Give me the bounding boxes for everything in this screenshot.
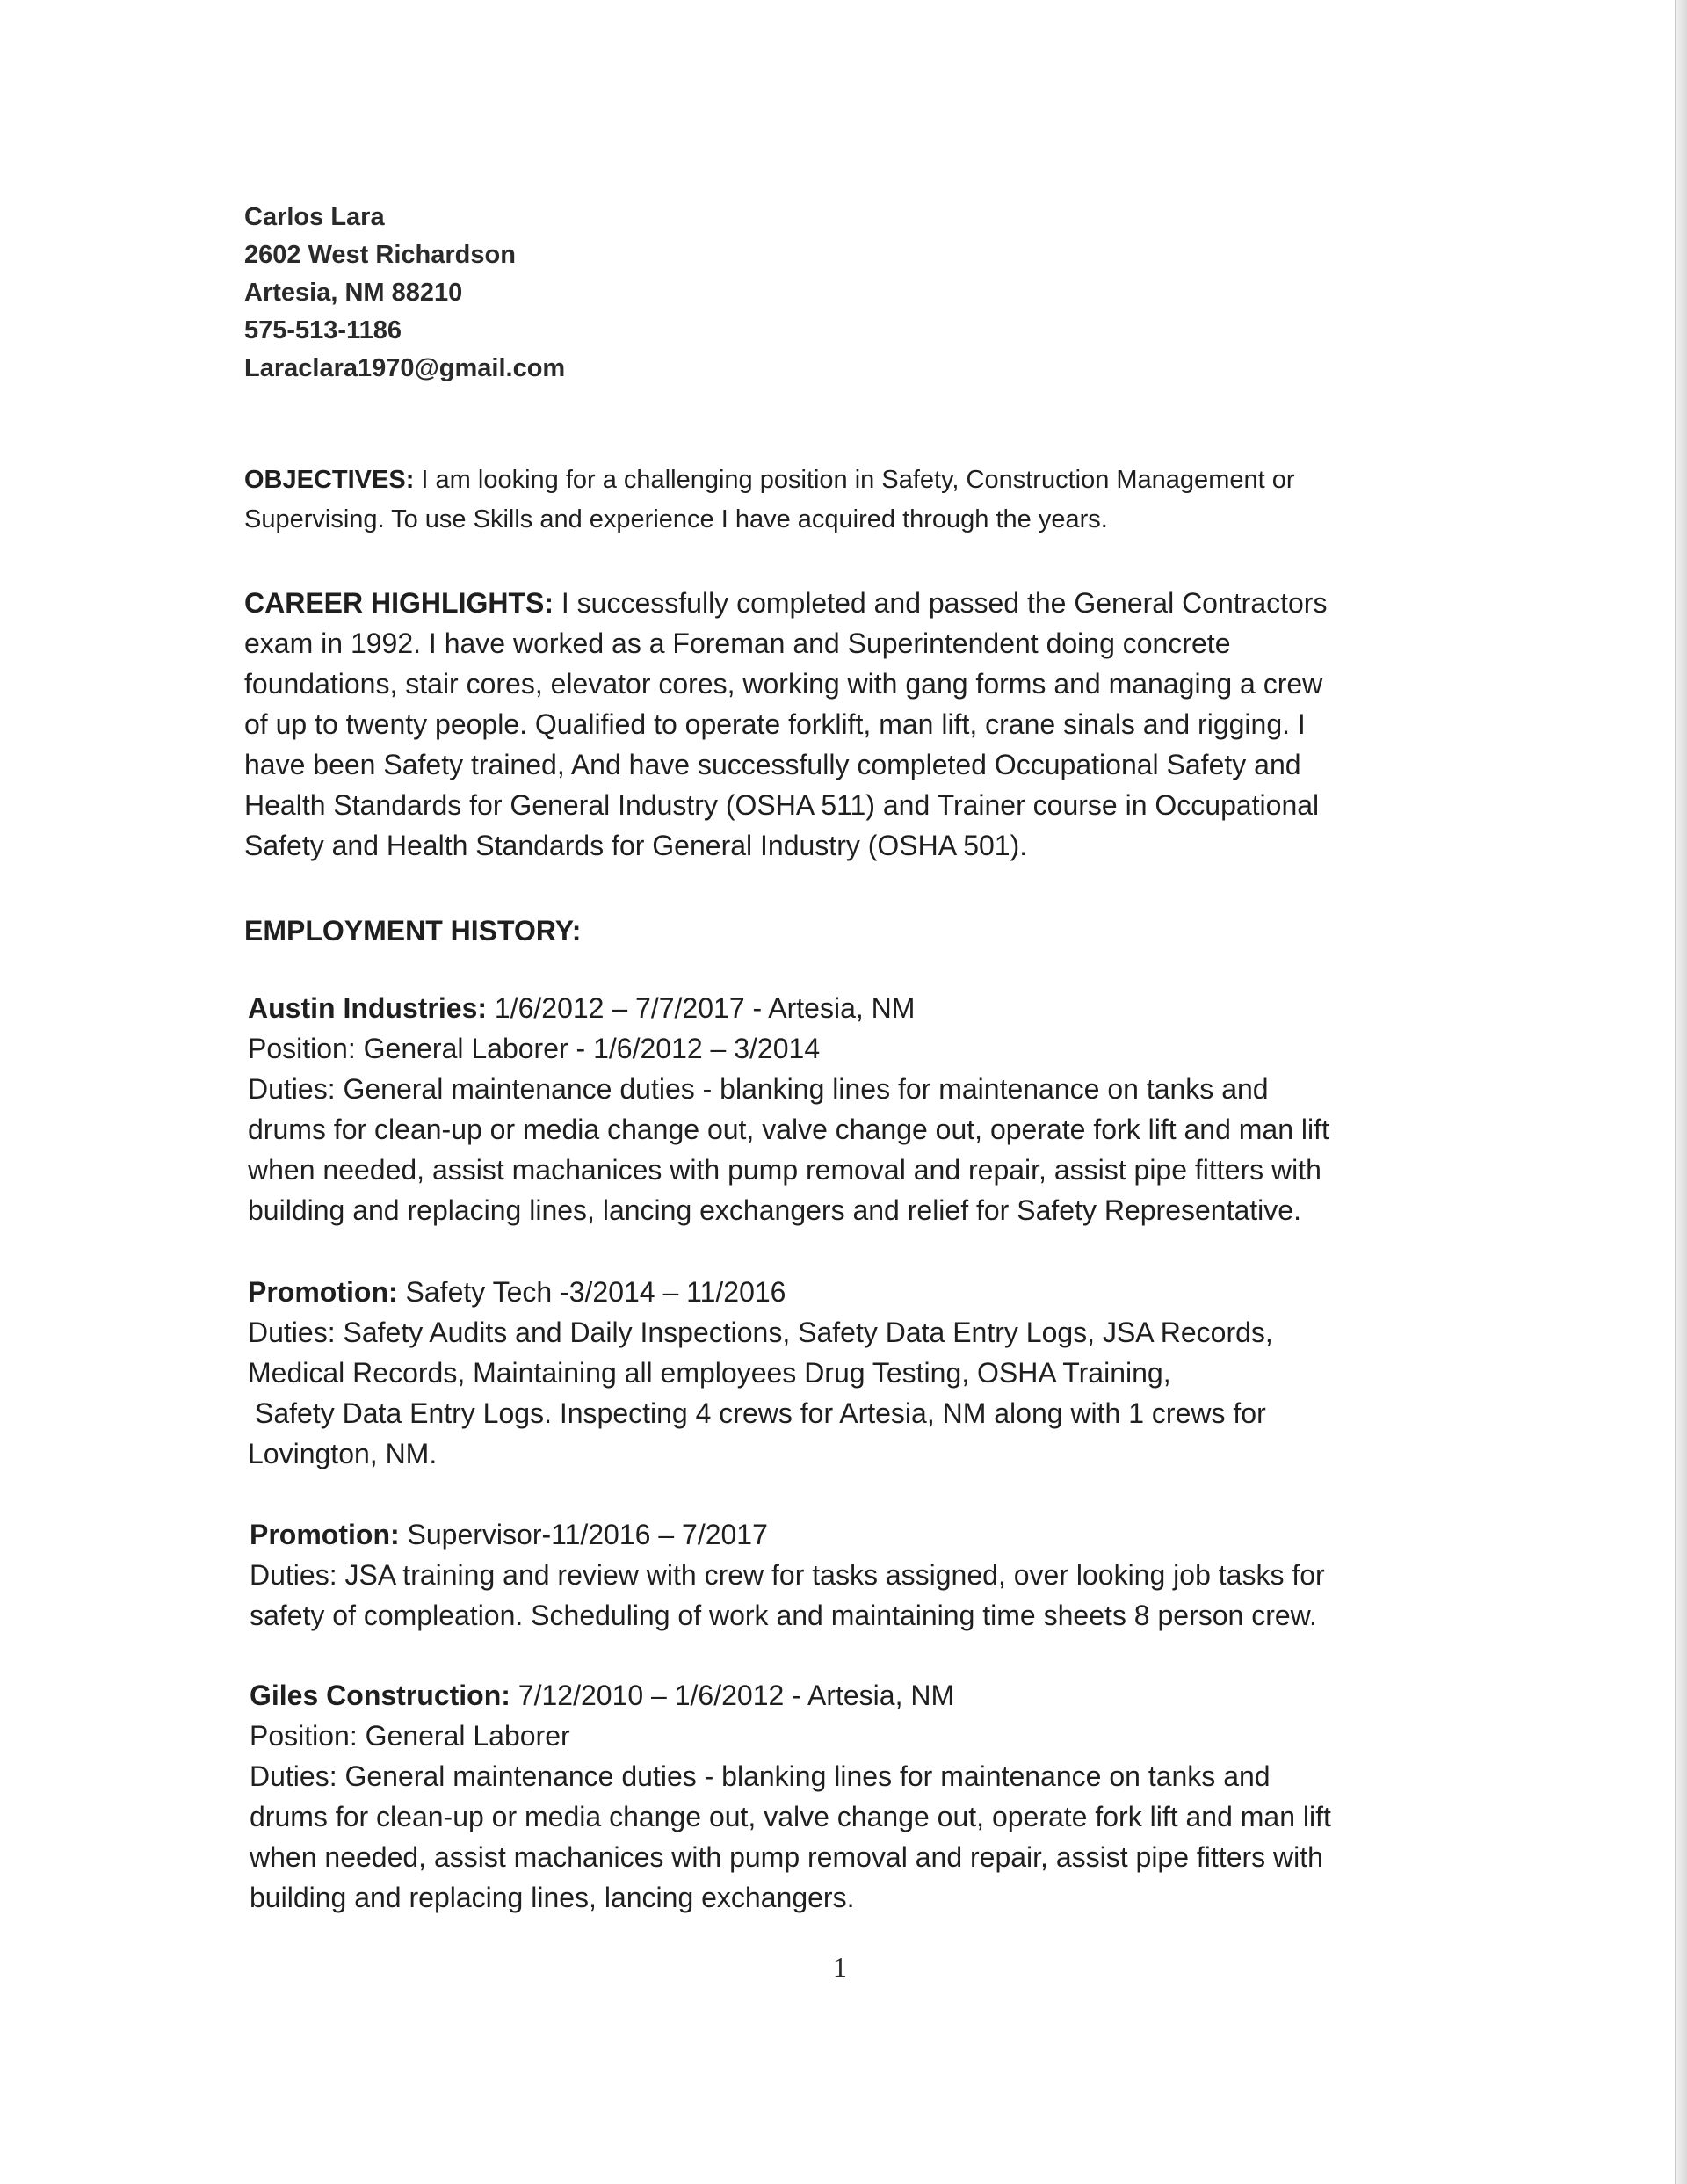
giles-dates: 7/12/2010 – 1/6/2012 - Artesia, NM: [510, 1680, 955, 1711]
career-line-1: [244, 583, 1457, 623]
career-line-2: exam in 1992. I have worked as a Foreman and Superintendent doing concrete: [244, 628, 1231, 659]
promotion1-header: [248, 1272, 1460, 1312]
objectives-label: OBJECTIVES:: [244, 466, 415, 494]
contact-phone: 575-513-1186: [244, 316, 402, 345]
giles-header: [250, 1675, 1462, 1716]
austin-company: Austin Industries:: [248, 992, 488, 1024]
objectives-line-2: Supervising. To use Skills and experience I have acquired through the years.: [244, 505, 1108, 533]
page-number: 1: [833, 1951, 847, 1983]
austin-header: [248, 988, 1460, 1028]
page-edge-line: [1675, 0, 1676, 2184]
giles-position: Position: General Laborer: [250, 1720, 570, 1752]
objectives-section: [244, 461, 1457, 540]
career-line-7: Safety and Health Standards for General Industry (OSHA 501).: [244, 830, 1028, 861]
promotion1-duties-4: Lovington, NM.: [248, 1438, 438, 1469]
promotion1-duties-2: Medical Records, Maintaining all employees Drug Testing, OSHA Training,: [248, 1357, 1171, 1389]
promotion2-header: [250, 1514, 1462, 1555]
promotion1-label: Promotion:: [248, 1276, 398, 1308]
page-edge-shadow: [1675, 0, 1687, 2184]
employment-history-heading: EMPLOYMENT HISTORY:: [244, 915, 582, 947]
job-austin-industries: [248, 988, 1460, 1230]
career-highlights-section: [244, 583, 1457, 866]
promotion2-duties-2: safety of compleation. Scheduling of work and maintaining time sheets 8 person crew.: [250, 1600, 1317, 1631]
giles-duties-4: building and replacing lines, lancing exchangers.: [250, 1882, 855, 1913]
promotion1-title: Safety Tech -3/2014 – 11/2016: [397, 1276, 786, 1308]
job-giles-construction: [250, 1675, 1462, 1918]
career-line-6: Health Standards for General Industry (OSHA 511) and Trainer course in Occupational: [244, 789, 1320, 821]
career-line-4: of up to twenty people. Qualified to operate forklift, man lift, crane sinals and rigging. I: [244, 708, 1306, 740]
contact-block: [244, 199, 565, 388]
giles-duties-3: when needed, assist machanices with pump removal and repair, assist pipe fitters with: [250, 1841, 1323, 1873]
promotion2-title: Supervisor-11/2016 – 7/2017: [399, 1519, 768, 1550]
career-highlights-label: CAREER HIGHLIGHTS:: [244, 587, 554, 619]
contact-email: Laraclara1970@gmail.com: [244, 354, 566, 382]
career-text-1: I successfully completed and passed the General Contractors: [554, 587, 1328, 619]
promotion1-duties-3: Safety Data Entry Logs. Inspecting 4 crews for Artesia, NM along with 1 crews for: [255, 1397, 1266, 1429]
objectives-text-1: I am looking for a challenging position in Safety, Construction Management or: [414, 466, 1295, 494]
austin-duties-2: drums for clean-up or media change out, valve change out, operate fork lift and man lift: [248, 1114, 1329, 1145]
giles-duties-2: drums for clean-up or media change out, valve change out, operate fork lift and man lift: [250, 1801, 1331, 1832]
giles-duties-1: Duties: General maintenance duties - blanking lines for maintenance on tanks and: [250, 1760, 1271, 1792]
promotion1-duties-1: Duties: Safety Audits and Daily Inspections, Safety Data Entry Logs, JSA Records,: [248, 1317, 1273, 1348]
objectives-line-1: [244, 461, 1457, 500]
contact-city: Artesia, NM 88210: [244, 279, 463, 307]
promotion2-label: Promotion:: [250, 1519, 400, 1550]
austin-duties-1: Duties: General maintenance duties - blanking lines for maintenance on tanks and: [248, 1073, 1269, 1105]
promotion-safety-tech: [248, 1272, 1460, 1474]
austin-position: Position: General Laborer - 1/6/2012 – 3/2014: [248, 1033, 821, 1064]
austin-dates: 1/6/2012 – 7/7/2017 - Artesia, NM: [487, 992, 916, 1024]
contact-name: Carlos Lara: [244, 203, 385, 231]
austin-duties-3: when needed, assist machanices with pump removal and repair, assist pipe fitters with: [248, 1154, 1321, 1186]
promotion-supervisor: [250, 1514, 1462, 1636]
austin-duties-4: building and replacing lines, lancing exchangers and relief for Safety Representative.: [248, 1194, 1301, 1226]
career-line-5: have been Safety trained, And have successfully completed Occupational Safety and: [244, 749, 1301, 780]
promotion2-duties-1: Duties: JSA training and review with crew for tasks assigned, over looking job tasks for: [250, 1559, 1325, 1591]
contact-street: 2602 West Richardson: [244, 241, 516, 269]
giles-company: Giles Construction:: [250, 1680, 510, 1711]
career-line-3: foundations, stair cores, elevator cores, working with gang forms and managing a crew: [244, 668, 1323, 700]
